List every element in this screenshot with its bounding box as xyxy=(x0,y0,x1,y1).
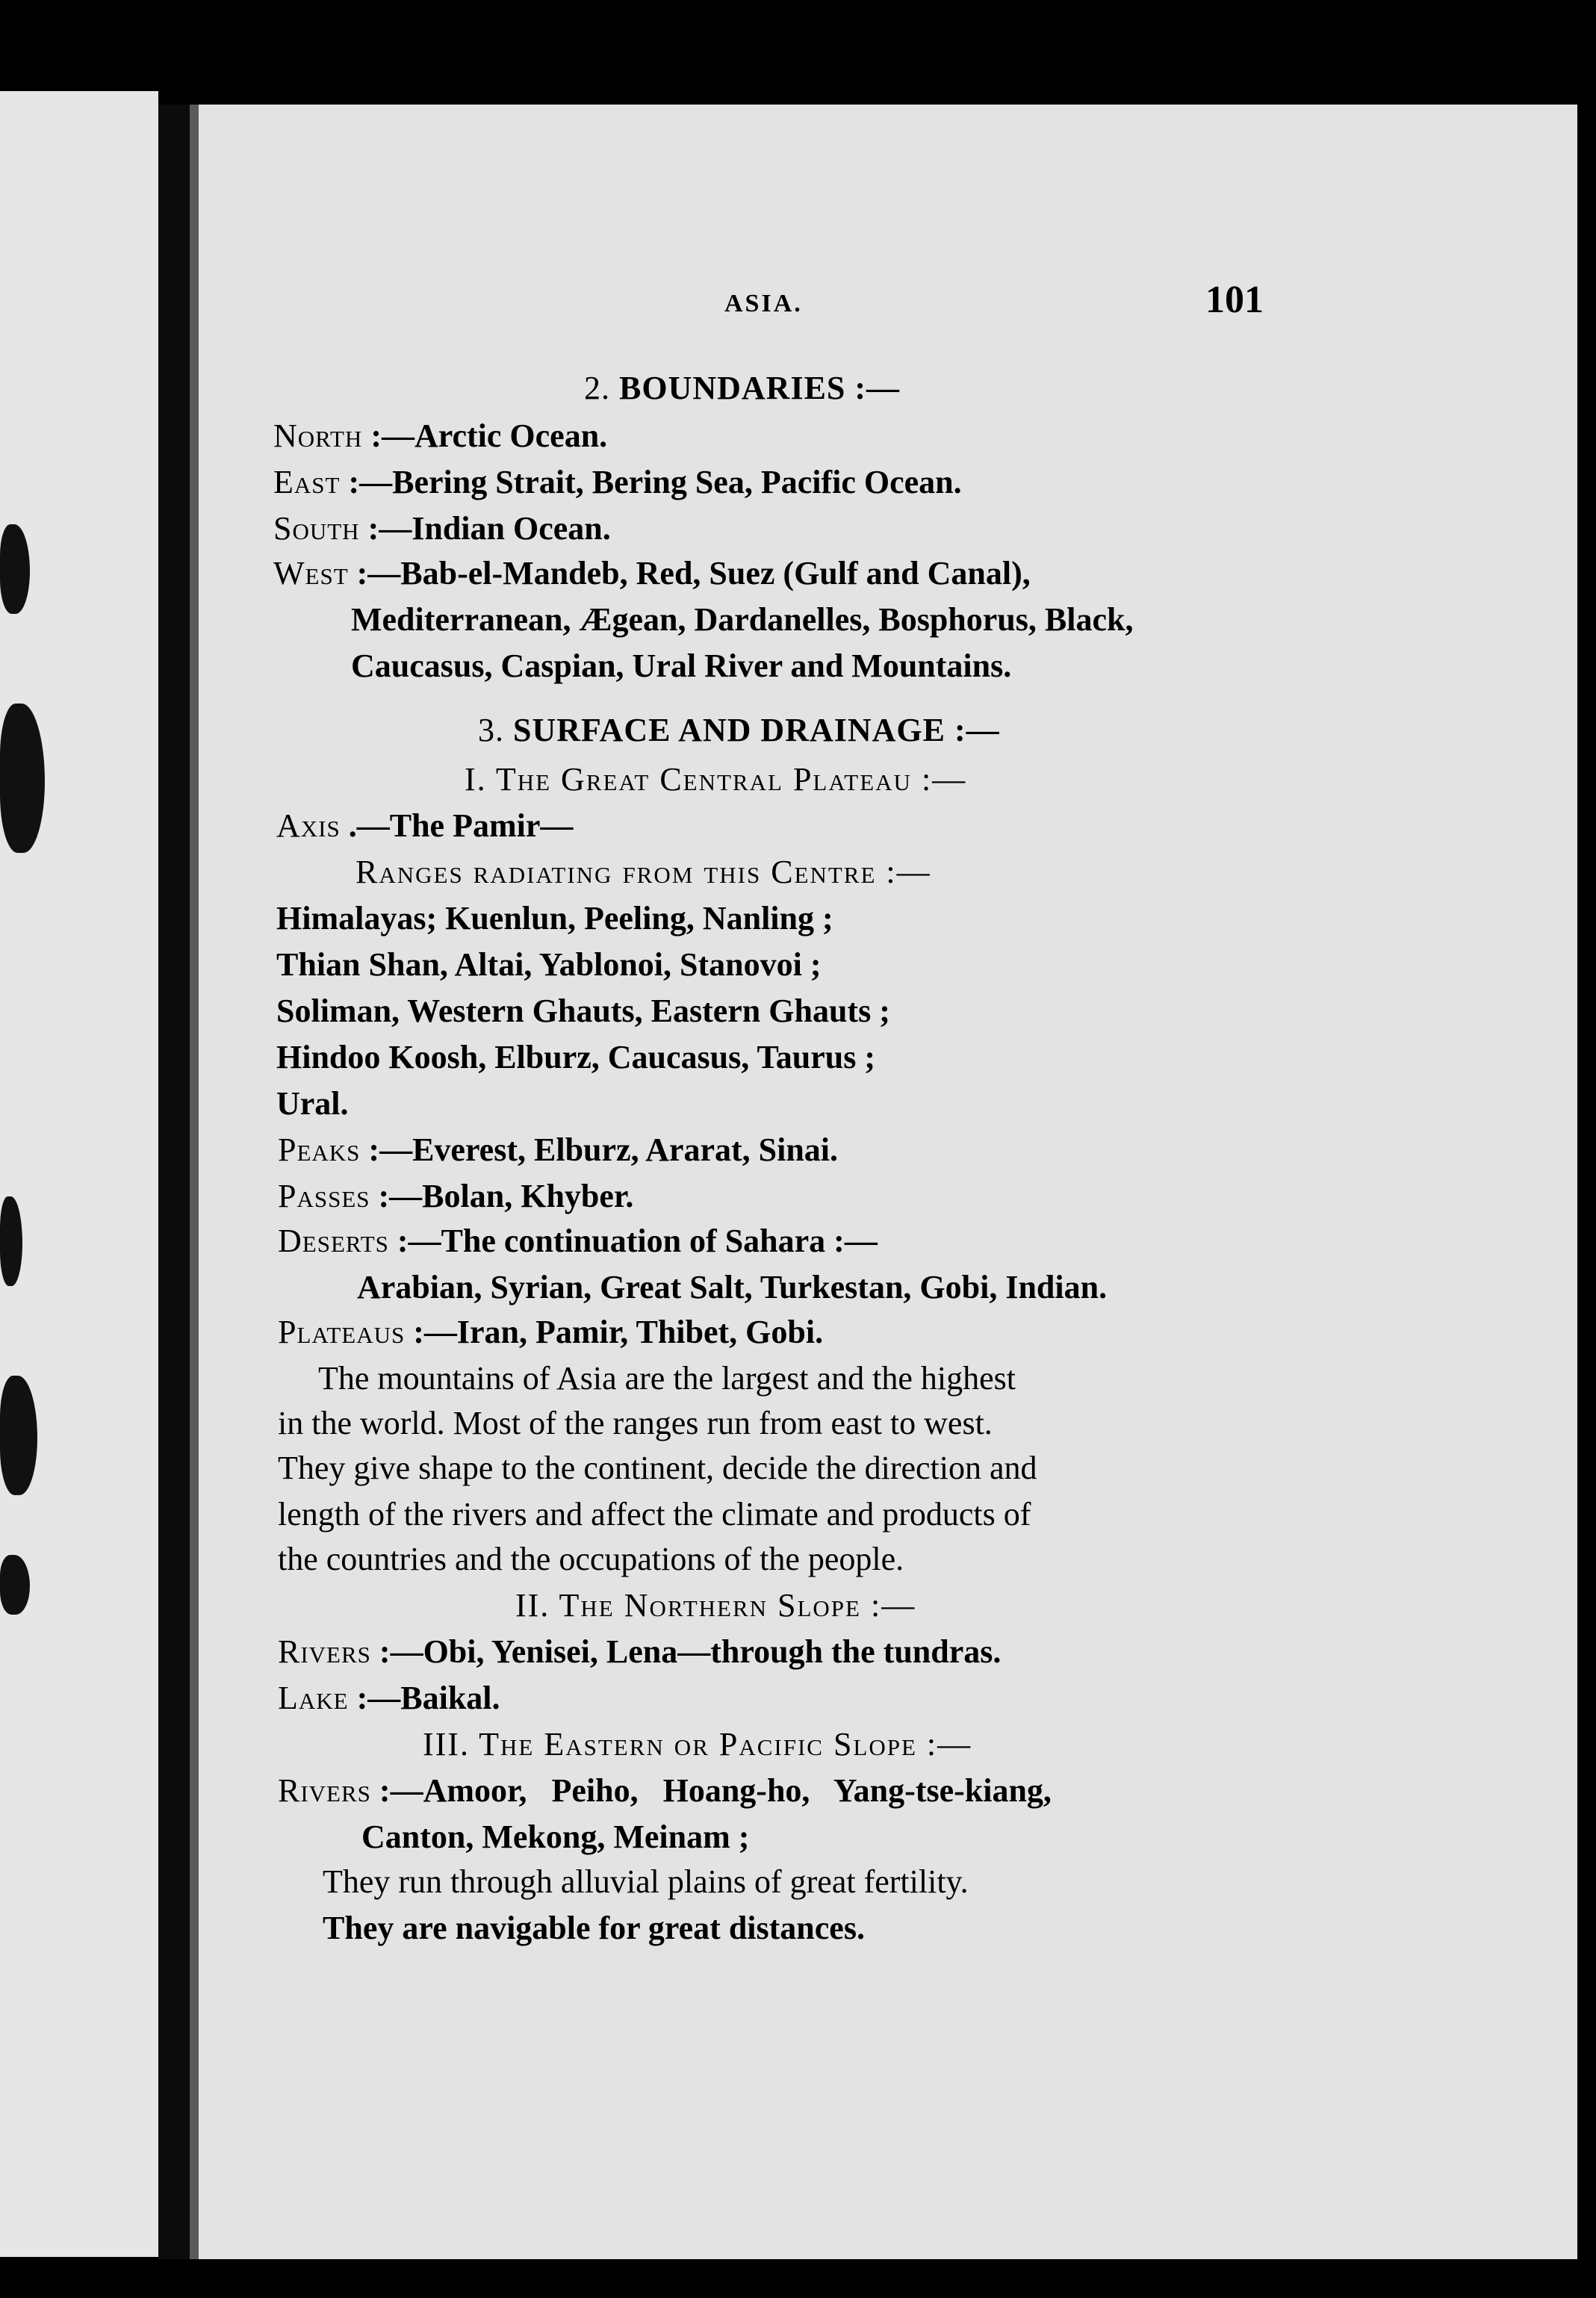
ink-blot xyxy=(0,524,30,614)
boundary-north xyxy=(273,415,607,457)
boundary-west-cont: Caucasus, Caspian, Ural River and Mountains. xyxy=(351,648,1012,684)
page-spine-edge xyxy=(190,105,199,2259)
boundary-text: :—Indian Ocean. xyxy=(367,510,611,547)
boundary-west xyxy=(273,553,1031,594)
plateaus-label: Plateaus xyxy=(278,1314,406,1350)
range-list-item: Ural. xyxy=(276,1085,349,1122)
section-number: 2. xyxy=(584,370,610,406)
plateaus-text: :—Iran, Pamir, Thibet, Gobi. xyxy=(413,1314,824,1350)
ink-blot xyxy=(0,704,45,853)
closing-line: They are navigable for great distances. xyxy=(323,1910,865,1946)
section-title: BOUNDARIES :— xyxy=(619,370,901,406)
closing-line: They run through alluvial plains of great fertility. xyxy=(323,1863,969,1900)
paragraph-line: They give shape to the continent, decide the direction and xyxy=(278,1450,1037,1486)
boundaries-heading xyxy=(584,367,900,409)
lake-text: :—Baikal. xyxy=(356,1680,500,1716)
peaks-text: :—Everest, Elburz, Ararat, Sinai. xyxy=(368,1131,839,1168)
boundary-label: North xyxy=(273,417,363,454)
east-rivers-cont: Canton, Mekong, Meinam ; xyxy=(361,1819,750,1855)
ink-blot xyxy=(0,1555,30,1615)
boundary-label: East xyxy=(273,464,341,500)
axis-text: .—The Pamir— xyxy=(348,807,574,844)
range-list-item: Himalayas; Kuenlun, Peeling, Nanling ; xyxy=(276,900,833,937)
range-list-item: Hindoo Koosh, Elburz, Caucasus, Taurus ; xyxy=(276,1039,876,1075)
page-number: 101 xyxy=(1205,279,1264,321)
deserts-label: Deserts xyxy=(278,1223,389,1259)
section-number: 3. xyxy=(478,712,504,748)
rivers-label: Rivers xyxy=(278,1772,371,1809)
ranges-subheading: Ranges radiating from this Centre :— xyxy=(355,854,931,890)
eastern-slope-subheading: III. The Eastern or Pacific Slope :— xyxy=(423,1726,972,1763)
boundary-west-cont: Mediterranean, Ægean, Dardanelles, Bosphorus, Black, xyxy=(351,601,1134,638)
deserts-text: :—The continuation of Sahara :— xyxy=(397,1223,878,1259)
boundary-label: West xyxy=(273,555,349,591)
facing-page-fragment xyxy=(0,91,158,2257)
rivers-label: Rivers xyxy=(278,1633,371,1670)
paragraph-line: the countries and the occupations of the people. xyxy=(278,1541,904,1577)
boundary-text: :—Bering Strait, Bering Sea, Pacific Ocean. xyxy=(348,464,962,500)
surface-heading xyxy=(478,709,1000,751)
axis-line xyxy=(276,805,573,847)
axis-label: Axis xyxy=(276,807,341,844)
rivers-text: :—Amoor, Peiho, Hoang-ho, Yang-tse-kiang, xyxy=(379,1772,1052,1809)
plateau-subheading: I. The Great Central Plateau :— xyxy=(465,761,967,798)
range-list-item: Soliman, Western Ghauts, Eastern Ghauts ; xyxy=(276,993,890,1029)
plateaus-line xyxy=(278,1311,823,1353)
peaks-label: Peaks xyxy=(278,1131,361,1168)
paragraph-line: length of the rivers and affect the climate and products of xyxy=(278,1496,1031,1532)
passes-label: Passes xyxy=(278,1178,370,1214)
paragraph-line: The mountains of Asia are the largest and the highest xyxy=(318,1360,1016,1397)
boundary-east xyxy=(273,462,962,503)
boundary-text: :—Arctic Ocean. xyxy=(370,417,608,454)
east-rivers-line xyxy=(278,1770,1052,1812)
peaks-line xyxy=(278,1129,838,1171)
lake-label: Lake xyxy=(278,1680,349,1716)
ink-blot xyxy=(0,1196,22,1286)
paragraph-line: in the world. Most of the ranges run from east to west. xyxy=(278,1405,993,1441)
northern-slope-subheading: II. The Northern Slope :— xyxy=(515,1587,916,1624)
range-list-item: Thian Shan, Altai, Yablonoi, Stanovoi ; xyxy=(276,946,822,983)
ink-blot xyxy=(0,1376,37,1495)
section-title: SURFACE AND DRAINAGE :— xyxy=(513,712,1000,748)
page-spine-shadow xyxy=(158,105,190,2259)
boundary-south xyxy=(273,508,611,550)
lake-line xyxy=(278,1677,500,1719)
north-rivers-line xyxy=(278,1631,1001,1673)
boundary-label: South xyxy=(273,510,360,547)
passes-text: :—Bolan, Khyber. xyxy=(378,1178,634,1214)
boundary-text: :—Bab-el-Mandeb, Red, Suez (Gulf and Canal), xyxy=(356,555,1031,591)
running-head: ASIA. xyxy=(724,290,803,317)
deserts-line xyxy=(278,1220,878,1262)
deserts-list: Arabian, Syrian, Great Salt, Turkestan, Gobi, Indian. xyxy=(357,1269,1108,1305)
rivers-text: :—Obi, Yenisei, Lena—through the tundras. xyxy=(379,1633,1002,1670)
passes-line xyxy=(278,1176,633,1217)
